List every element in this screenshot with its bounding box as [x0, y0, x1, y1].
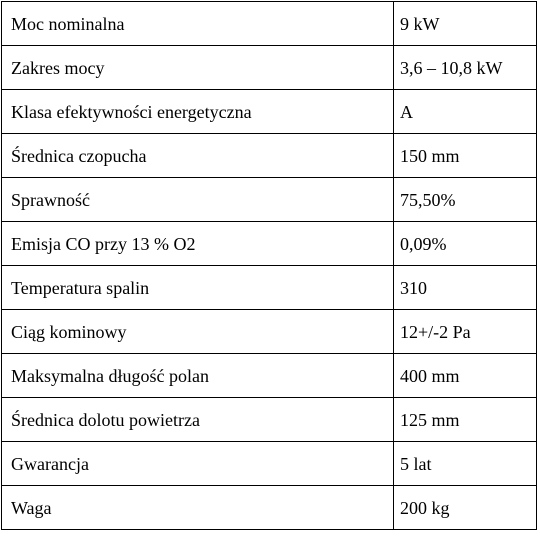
- table-row: [2, 354, 537, 398]
- row-label: Emisja CO przy 13 % O2: [2, 222, 394, 266]
- row-value: 75,50%: [394, 178, 537, 222]
- row-label: Średnica czopucha: [2, 134, 394, 178]
- row-value: 3,6 – 10,8 kW: [394, 46, 537, 90]
- row-value: A: [394, 90, 537, 134]
- row-label: Gwarancja: [2, 442, 394, 486]
- row-label: Temperatura spalin: [2, 266, 394, 310]
- row-label: Sprawność: [2, 178, 394, 222]
- row-value: 310: [394, 266, 537, 310]
- row-value: 200 kg: [394, 486, 537, 530]
- row-value: 150 mm: [394, 134, 537, 178]
- table-row: [2, 442, 537, 486]
- row-label: Zakres mocy: [2, 46, 394, 90]
- row-value: 125 mm: [394, 398, 537, 442]
- row-label: Waga: [2, 486, 394, 530]
- row-label: Maksymalna długość polan: [2, 354, 394, 398]
- table-row: [2, 2, 537, 46]
- row-value: 9 kW: [394, 2, 537, 46]
- table-row: [2, 398, 537, 442]
- table-row: [2, 310, 537, 354]
- table-row: [2, 178, 537, 222]
- row-value: 0,09%: [394, 222, 537, 266]
- row-label: Ciąg kominowy: [2, 310, 394, 354]
- row-label: Moc nominalna: [2, 2, 394, 46]
- table-row: [2, 46, 537, 90]
- table-row: [2, 266, 537, 310]
- row-label: Klasa efektywności energetyczna: [2, 90, 394, 134]
- row-label: Średnica dolotu powietrza: [2, 398, 394, 442]
- table-row: [2, 90, 537, 134]
- specification-table: [1, 1, 537, 530]
- row-value: 5 lat: [394, 442, 537, 486]
- row-value: 12+/-2 Pa: [394, 310, 537, 354]
- row-value: 400 mm: [394, 354, 537, 398]
- table-row: [2, 134, 537, 178]
- table-row: [2, 222, 537, 266]
- table-row: [2, 486, 537, 530]
